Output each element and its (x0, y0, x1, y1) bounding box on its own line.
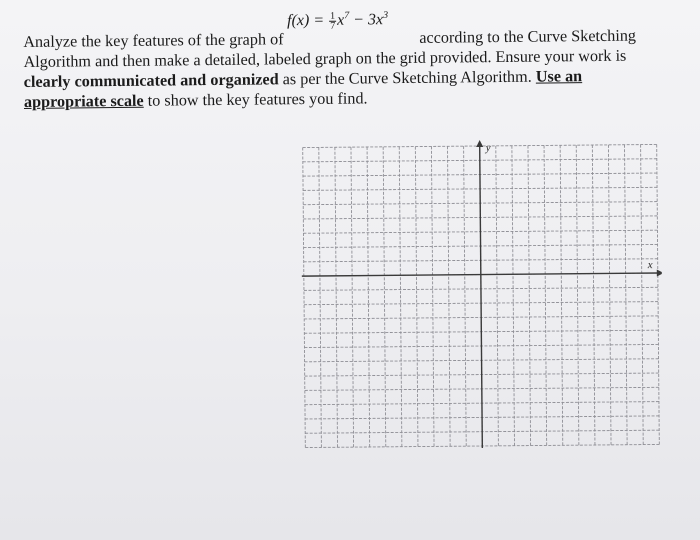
grid-vertical-line (431, 146, 434, 446)
problem-line-1 (23, 5, 673, 52)
grid-vertical-line (560, 145, 563, 445)
problem-intro-text: Analyze the key features of the graph of (23, 30, 284, 51)
y-axis-label: y (485, 141, 491, 154)
grid-vertical-line (625, 145, 628, 445)
grid-vertical-line (528, 146, 531, 446)
graph-grid-svg[interactable] (299, 138, 664, 451)
fraction-denominator: 7 (330, 20, 336, 32)
x-axis-arrow-icon (657, 269, 664, 276)
grid-vertical-line (657, 144, 660, 444)
grid-vertical-line (415, 147, 418, 447)
y-axis-line (480, 142, 483, 448)
grid-vertical-line (608, 145, 611, 445)
grid-vertical-line (319, 147, 322, 447)
grid-vertical-line (592, 145, 595, 445)
formula-term-x: x (337, 11, 345, 29)
grid-vertical-line (496, 146, 499, 446)
x-axis-label: x (647, 259, 653, 272)
grid-vertical-line (512, 146, 515, 446)
grid-vertical-line (351, 147, 354, 447)
problem-algorithm-text: according to the Curve Sketching (419, 26, 637, 47)
problem-line-4-rest: to show the key features you find. (143, 89, 368, 110)
axes (301, 138, 664, 449)
formula-lhs: f(x) = (287, 11, 325, 30)
formula-fraction (329, 12, 336, 31)
grid-vertical-line (303, 148, 306, 448)
grid-vertical-line (576, 145, 579, 445)
problem-line-3-mid: as per the Curve Sketching Algorithm. (278, 67, 536, 89)
emphasis-appropriate-scale: appropriate scale (23, 91, 144, 111)
formula-exponent-7: 7 (344, 10, 350, 22)
problem-line-2: Algorithm and then make a detailed, labeled graph on the grid provided. Ensure your work is (23, 46, 627, 71)
grid-vertical-line (367, 147, 370, 447)
grid-vertical-line (464, 146, 467, 446)
grid-vertical-line (335, 147, 338, 447)
grid-vertical-line (383, 147, 386, 447)
grid-vertical-line (544, 145, 547, 445)
problem-statement (23, 5, 674, 112)
graph-grid[interactable] (299, 138, 664, 451)
y-axis-arrow-icon (476, 140, 483, 147)
function-formula (287, 10, 388, 31)
formula-term-3x: − 3x (349, 11, 384, 29)
grid-vertical-line (448, 146, 451, 446)
formula-exponent-3: 3 (383, 9, 389, 21)
fraction-numerator: 1 (330, 10, 336, 22)
emphasis-use-an: Use an (535, 67, 583, 86)
grid-vertical-line (399, 147, 402, 447)
grid-vertical-line (641, 145, 644, 445)
emphasis-communicated: clearly communicated and organized (23, 70, 279, 91)
